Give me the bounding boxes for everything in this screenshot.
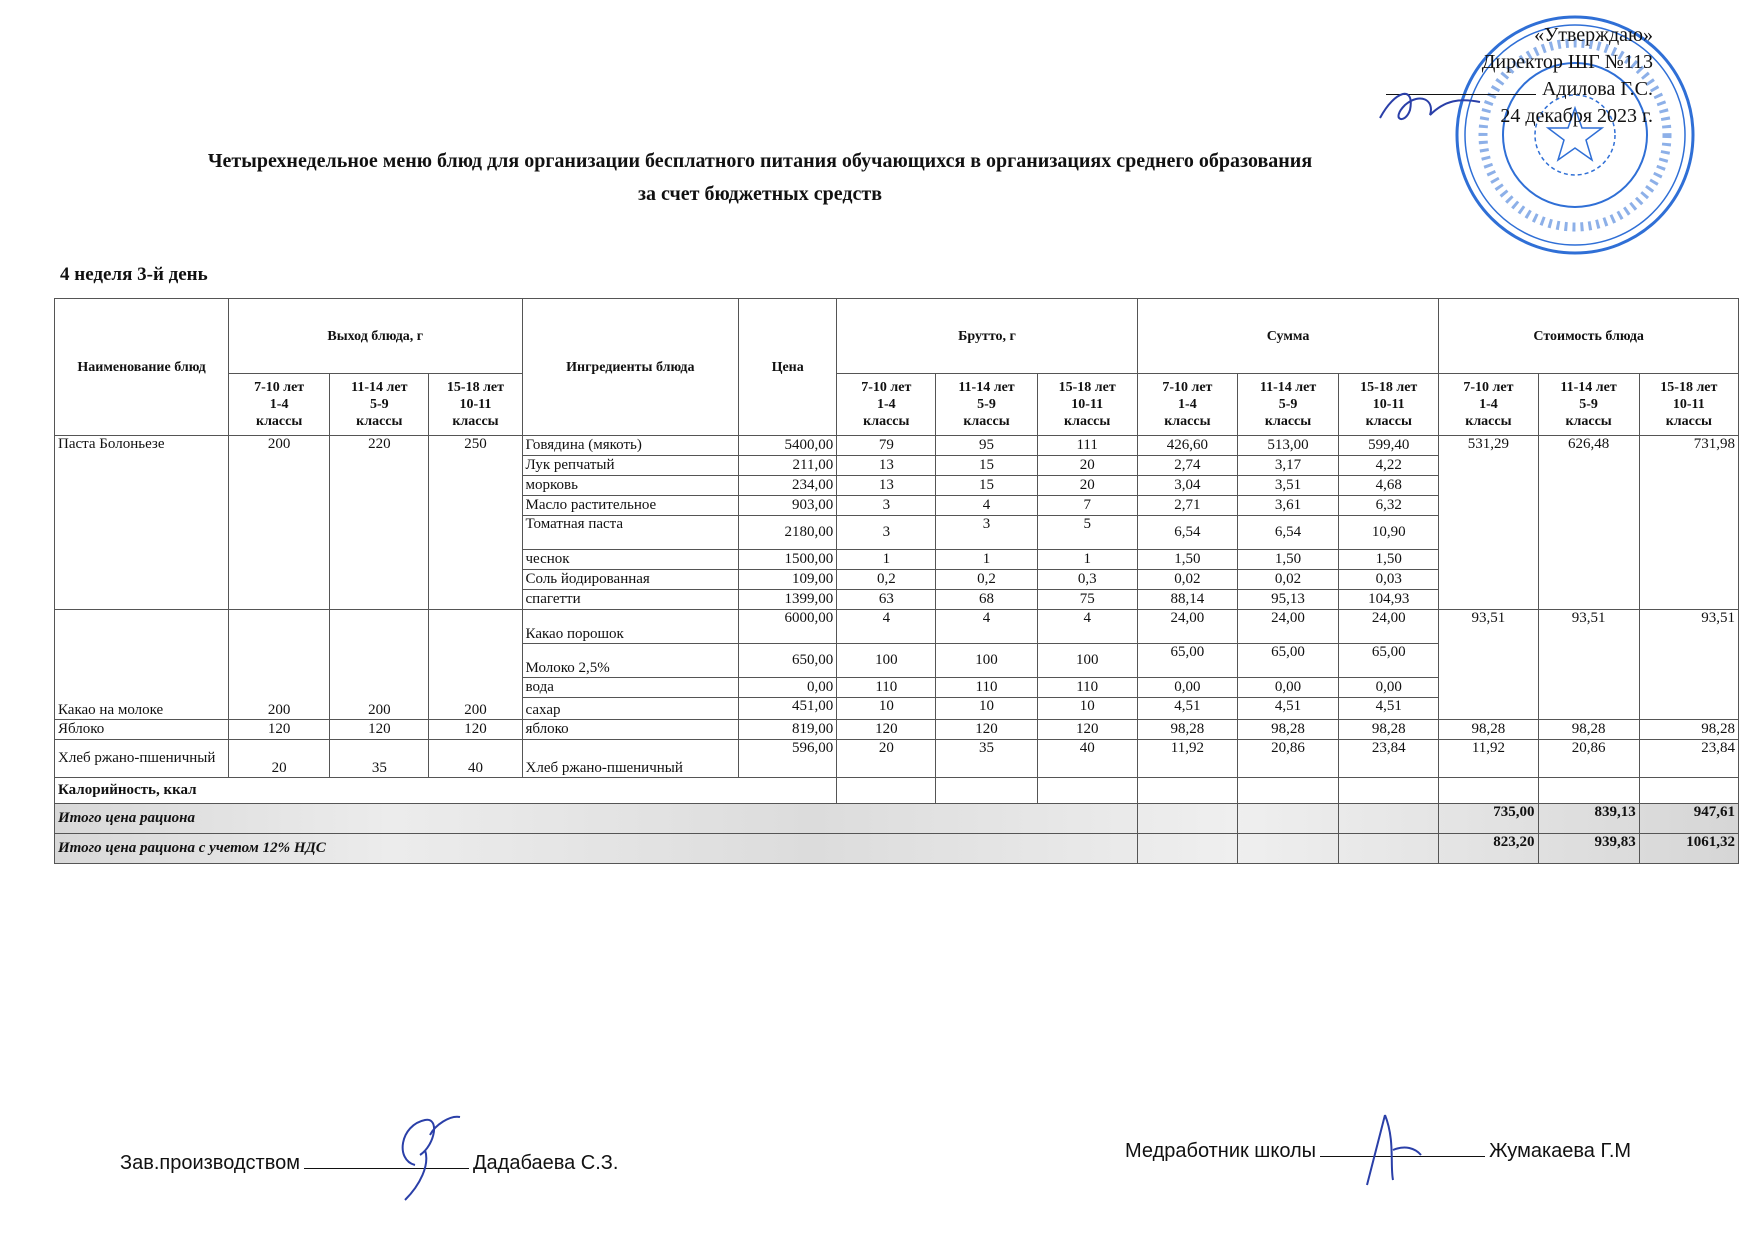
director-signature-icon (1375, 80, 1485, 130)
table-cell: 120 (936, 720, 1037, 740)
table-cell: Лук репчатый (522, 456, 739, 476)
table-cell: 65,00 (1339, 644, 1439, 678)
table-cell (1137, 834, 1237, 864)
table-cell: 819,00 (739, 720, 837, 740)
table-cell: 20 (1037, 476, 1137, 496)
table-cell: 250 (429, 436, 522, 610)
table-cell: 0,2 (837, 570, 936, 590)
table-cell: 5-9 (369, 397, 389, 412)
table-cell: классы (863, 414, 910, 429)
table-cell: 15-18 лет (1058, 380, 1116, 395)
table-cell (837, 778, 936, 804)
total-vat-value: 823,20 (1439, 834, 1538, 864)
table-cell: 650,00 (739, 644, 837, 678)
table-cell: 120 (229, 720, 330, 740)
table-cell: 0,02 (1237, 570, 1338, 590)
header-cost: Стоимость блюда (1439, 299, 1739, 374)
table-cell: 11-14 лет (958, 380, 1015, 395)
table-cell: 98,28 (1137, 720, 1237, 740)
table-cell: 1,50 (1339, 550, 1439, 570)
table-row (55, 740, 1739, 778)
age-header (429, 374, 522, 436)
table-cell: 599,40 (1339, 436, 1439, 456)
header-row-ages (55, 374, 1739, 436)
age-header (837, 374, 936, 436)
table-cell: 120 (330, 720, 429, 740)
table-cell: 4 (837, 610, 936, 644)
total-vat-row (55, 834, 1739, 864)
table-cell: 200 (229, 610, 330, 720)
dish-cost: 98,28 (1439, 720, 1538, 740)
table-cell: 4,51 (1339, 698, 1439, 720)
production-head-signature-icon (380, 1105, 470, 1205)
dish-cost: 98,28 (1639, 720, 1738, 740)
table-cell (1037, 778, 1137, 804)
table-cell: 2,71 (1137, 496, 1237, 516)
dish-cost: 93,51 (1439, 610, 1538, 720)
table-cell: 2,74 (1137, 456, 1237, 476)
header-row-groups (55, 299, 1739, 374)
table-cell: спагетти (522, 590, 739, 610)
table-cell: 903,00 (739, 496, 837, 516)
age-header (1137, 374, 1237, 436)
table-cell: 120 (837, 720, 936, 740)
total-label: Итого цена рациона (55, 804, 1138, 834)
medic-signature-icon (1355, 1110, 1425, 1190)
approval-title: «Утверждаю» (1534, 24, 1653, 46)
total-value: 947,61 (1639, 804, 1738, 834)
table-cell: 15-18 лет (1660, 380, 1718, 395)
table-cell: 5-9 (977, 397, 996, 412)
table-cell: классы (356, 414, 403, 429)
table-cell: 5400,00 (739, 436, 837, 456)
footer-right-role: Медработник школы (1125, 1140, 1317, 1162)
table-cell (1538, 778, 1639, 804)
table-cell: 4,22 (1339, 456, 1439, 476)
table-cell: 0,3 (1037, 570, 1137, 590)
table-cell: Масло растительное (522, 496, 739, 516)
total-vat-label: Итого цена рациона с учетом 12% НДС (55, 834, 1138, 864)
table-cell: сахар (522, 698, 739, 720)
table-cell: классы (1465, 414, 1512, 429)
table-cell: яблоко (522, 720, 739, 740)
table-cell: 20,86 (1237, 740, 1338, 778)
table-cell: 95,13 (1237, 590, 1338, 610)
table-cell: 111 (1037, 436, 1137, 456)
table-cell: 10-11 (1372, 397, 1405, 412)
table-cell: 95 (936, 436, 1037, 456)
table-cell: 1-4 (876, 397, 896, 412)
table-cell: 11-14 лет (1259, 380, 1317, 395)
table-cell: 110 (837, 678, 936, 698)
footer-left-name: Дадабаева С.З. (473, 1152, 619, 1174)
table-cell: 4 (1037, 610, 1137, 644)
table-cell: 10,90 (1339, 516, 1439, 550)
approval-name: Адилова Г.С. (1541, 78, 1653, 100)
table-cell: 65,00 (1137, 644, 1237, 678)
table-cell: Томатная паста (522, 516, 739, 550)
calories-label: Калорийность, ккал (55, 778, 837, 804)
table-cell: классы (1064, 414, 1111, 429)
footer-left-role: Зав.производством (120, 1152, 300, 1174)
table-cell: 120 (1037, 720, 1137, 740)
table-cell: 98,28 (1339, 720, 1439, 740)
table-cell: 6,54 (1137, 516, 1237, 550)
table-cell: 234,00 (739, 476, 837, 496)
table-cell: 4,51 (1237, 698, 1338, 720)
table-cell: 5-9 (1278, 397, 1298, 412)
dish-cost: 11,92 (1439, 740, 1538, 778)
dish-name: Яблоко (55, 720, 229, 740)
table-cell: 1,50 (1137, 550, 1237, 570)
age-header (1639, 374, 1738, 436)
total-value: 735,00 (1439, 804, 1538, 834)
age-header (229, 374, 330, 436)
table-cell: 88,14 (1137, 590, 1237, 610)
header-dish-name: Наименование блюд (55, 299, 229, 436)
table-cell: 10 (837, 698, 936, 720)
table-cell: 13 (837, 456, 936, 476)
dish-cost: 531,29 (1439, 436, 1538, 610)
age-header (936, 374, 1037, 436)
table-cell: 7-10 лет (254, 380, 305, 395)
age-header (330, 374, 429, 436)
table-cell: 15 (936, 456, 1037, 476)
table-cell: Молоко 2,5% (522, 644, 739, 678)
table-row (55, 436, 1739, 456)
menu-table (54, 298, 1739, 864)
table-cell: 0,02 (1137, 570, 1237, 590)
table-cell: 40 (1037, 740, 1137, 778)
document-title: Четырехнедельное меню блюд для организации бесплатного питания обучающихся в организациях среднего образования (207, 150, 1313, 172)
table-cell: 1 (837, 550, 936, 570)
table-cell: классы (256, 414, 303, 429)
table-cell: 5 (1037, 516, 1137, 550)
table-cell: 7 (1037, 496, 1137, 516)
table-cell: 0,00 (1137, 678, 1237, 698)
table-cell: 451,00 (739, 698, 837, 720)
table-cell: 7-10 лет (861, 380, 912, 395)
table-cell: 5-9 (1579, 397, 1598, 412)
table-cell: Соль йодированная (522, 570, 739, 590)
table-cell: 40 (429, 740, 522, 778)
header-gross: Брутто, г (837, 299, 1138, 374)
table-cell: 4 (936, 496, 1037, 516)
table-cell: 200 (429, 610, 522, 720)
table-cell: 220 (330, 436, 429, 610)
table-cell: 20 (1037, 456, 1137, 476)
table-cell: 1-4 (269, 397, 289, 412)
table-cell: 11,92 (1137, 740, 1237, 778)
dish-cost: 20,86 (1538, 740, 1639, 778)
table-cell: 35 (330, 740, 429, 778)
table-cell: 2180,00 (739, 516, 837, 550)
footer-left (120, 1152, 618, 1175)
table-cell: 0,00 (739, 678, 837, 698)
header-price: Цена (739, 299, 837, 436)
table-cell (936, 778, 1037, 804)
table-cell: классы (1264, 414, 1312, 429)
table-cell: Говядина (мякоть) (522, 436, 739, 456)
dish-cost: 626,48 (1538, 436, 1639, 610)
table-cell: 1 (1037, 550, 1137, 570)
table-cell: 3 (837, 516, 936, 550)
table-cell: Какао порошок (522, 610, 739, 644)
table-cell (1137, 778, 1237, 804)
approval-date: 24 декабря 2023 г. (1500, 105, 1653, 127)
dish-name: Хлеб ржано-пшеничный (55, 740, 229, 778)
table-cell: 10 (936, 698, 1037, 720)
age-header (1237, 374, 1338, 436)
table-cell: 11-14 лет (351, 380, 408, 395)
table-cell: 23,84 (1339, 740, 1439, 778)
table-cell: классы (452, 414, 499, 429)
table-cell (1439, 778, 1538, 804)
table-cell: 200 (229, 436, 330, 610)
table-cell: 4,51 (1137, 698, 1237, 720)
table-cell: 15-18 лет (446, 380, 505, 395)
header-sum: Сумма (1137, 299, 1439, 374)
table-cell: 3,61 (1237, 496, 1338, 516)
table-cell: 3,51 (1237, 476, 1338, 496)
table-cell (1237, 804, 1338, 834)
table-cell: классы (1665, 414, 1712, 429)
table-cell: 10-11 (1672, 397, 1705, 412)
table-cell: 0,2 (936, 570, 1037, 590)
total-vat-value: 939,83 (1538, 834, 1639, 864)
dish-cost: 23,84 (1639, 740, 1738, 778)
table-cell: 75 (1037, 590, 1137, 610)
table-cell (1237, 834, 1338, 864)
table-cell: 24,00 (1339, 610, 1439, 644)
table-cell: 596,00 (739, 740, 837, 778)
dish-name: Паста Болоньезе (55, 436, 229, 610)
table-cell: 1500,00 (739, 550, 837, 570)
table-cell: 35 (936, 740, 1037, 778)
table-cell: 24,00 (1237, 610, 1338, 644)
table-cell: 79 (837, 436, 936, 456)
dish-cost: 93,51 (1538, 610, 1639, 720)
dish-cost: 93,51 (1639, 610, 1738, 720)
table-cell: 6,32 (1339, 496, 1439, 516)
table-cell: 13 (837, 476, 936, 496)
table-cell: вода (522, 678, 739, 698)
table-cell: 0,00 (1237, 678, 1338, 698)
total-vat-value: 1061,32 (1639, 834, 1738, 864)
footer-right-name: Жумакаева Г.М (1489, 1140, 1632, 1162)
age-header (1037, 374, 1137, 436)
dish-name: Какао на молоке (55, 610, 229, 720)
table-cell: 104,93 (1339, 590, 1439, 610)
table-cell: 10-11 (1071, 397, 1104, 412)
calories-row (55, 778, 1739, 804)
day-label: 4 неделя 3-й день (60, 264, 208, 285)
table-cell (1339, 834, 1439, 864)
dish-cost: 731,98 (1639, 436, 1738, 610)
header-ingredients: Ингредиенты блюда (522, 299, 739, 436)
age-header (1339, 374, 1439, 436)
approval-position: Директор ШГ №113 (1481, 51, 1653, 73)
dish-cost: 98,28 (1538, 720, 1639, 740)
table-cell: 110 (936, 678, 1037, 698)
table-cell: 1-4 (1178, 397, 1197, 412)
table-cell: 120 (429, 720, 522, 740)
table-cell: 513,00 (1237, 436, 1338, 456)
table-cell: 11-14 лет (1560, 380, 1617, 395)
table-cell: 3 (936, 516, 1037, 550)
table-cell: 63 (837, 590, 936, 610)
table-cell: 100 (936, 644, 1037, 678)
table-cell: 1,50 (1237, 550, 1338, 570)
table-cell: классы (1164, 414, 1211, 429)
table-cell: 0,00 (1339, 678, 1439, 698)
table-cell: 6000,00 (739, 610, 837, 644)
table-cell: 15 (936, 476, 1037, 496)
table-row (55, 610, 1739, 644)
table-cell (1339, 778, 1439, 804)
table-cell: 68 (936, 590, 1037, 610)
table-cell: 211,00 (739, 456, 837, 476)
age-header (1439, 374, 1538, 436)
table-cell: 7-10 лет (1162, 380, 1213, 395)
table-cell: 7-10 лет (1463, 380, 1514, 395)
table-cell (1639, 778, 1738, 804)
table-cell: 65,00 (1237, 644, 1338, 678)
table-cell: 3,17 (1237, 456, 1338, 476)
table-cell (1237, 778, 1338, 804)
table-row (55, 720, 1739, 740)
table-cell: классы (1365, 414, 1412, 429)
table-cell: 6,54 (1237, 516, 1338, 550)
table-cell: 4,68 (1339, 476, 1439, 496)
table-cell: 98,28 (1237, 720, 1338, 740)
table-cell: Хлеб ржано-пшеничный (522, 740, 739, 778)
header-yield: Выход блюда, г (229, 299, 522, 374)
table-cell: классы (963, 414, 1010, 429)
table-cell: 10 (1037, 698, 1137, 720)
table-cell: 109,00 (739, 570, 837, 590)
table-cell: 15-18 лет (1360, 380, 1418, 395)
total-value: 839,13 (1538, 804, 1639, 834)
table-cell: 1-4 (1479, 397, 1498, 412)
document-subtitle: за счет бюджетных средств (637, 183, 883, 205)
table-cell: морковь (522, 476, 739, 496)
table-cell: 4 (936, 610, 1037, 644)
table-cell: 0,03 (1339, 570, 1439, 590)
table-cell: 200 (330, 610, 429, 720)
table-cell: 20 (837, 740, 936, 778)
table-cell: 1399,00 (739, 590, 837, 610)
table-cell (1137, 804, 1237, 834)
table-cell: 3,04 (1137, 476, 1237, 496)
age-header (1538, 374, 1639, 436)
table-cell: 100 (1037, 644, 1137, 678)
table-cell: 3 (837, 496, 936, 516)
table-cell: 100 (837, 644, 936, 678)
table-cell: 20 (229, 740, 330, 778)
table-cell: 24,00 (1137, 610, 1237, 644)
table-cell: чеснок (522, 550, 739, 570)
total-row (55, 804, 1739, 834)
table-cell (1339, 804, 1439, 834)
table-cell: 110 (1037, 678, 1137, 698)
table-cell: 426,60 (1137, 436, 1237, 456)
table-cell: 10-11 (459, 397, 492, 412)
table-cell: 1 (936, 550, 1037, 570)
table-cell: классы (1565, 414, 1612, 429)
